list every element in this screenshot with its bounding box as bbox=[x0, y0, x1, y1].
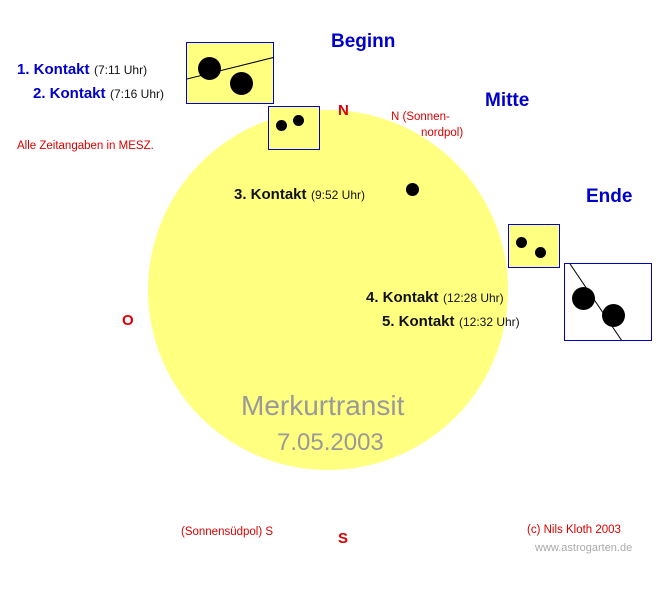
contact-4-time: (12:28 Uhr) bbox=[442, 291, 504, 305]
egress-zoom-inset bbox=[564, 263, 652, 341]
mercury-zoom-egress-1 bbox=[572, 287, 595, 310]
phase-label-mitte: Mitte bbox=[485, 90, 530, 111]
credit-url[interactable]: www.astrogarten.de bbox=[535, 542, 633, 554]
contact-3-time: (9:52 Uhr) bbox=[310, 188, 365, 202]
contact-3-label bbox=[234, 186, 365, 204]
mercury-dot-mid-transit bbox=[406, 183, 419, 196]
mercury-zoom-ingress-2 bbox=[230, 72, 253, 95]
north-pole-note-line1: N (Sonnen- bbox=[391, 111, 450, 123]
mercury-dot-ingress-1 bbox=[276, 120, 287, 131]
egress-limb-box bbox=[508, 224, 560, 268]
page-title: Merkurtransit bbox=[241, 390, 405, 421]
ingress-zoom-inset bbox=[186, 42, 274, 104]
contact-3-name: 3. Kontakt bbox=[234, 186, 307, 203]
contact-1-label bbox=[17, 61, 147, 79]
south-pole-note: (Sonnensüdpol) S bbox=[181, 526, 274, 538]
contact-2-name: 2. Kontakt bbox=[33, 85, 106, 102]
contact-4-label bbox=[366, 289, 504, 307]
transit-date: 7.05.2003 bbox=[277, 429, 384, 456]
north-pole-note-line2: nordpol) bbox=[421, 127, 464, 139]
phase-label-beginn: Beginn bbox=[331, 31, 396, 52]
timezone-note: Alle Zeitangaben in MESZ. bbox=[17, 140, 154, 152]
credit-author: (c) Nils Kloth 2003 bbox=[527, 524, 621, 536]
orientation-south: S bbox=[338, 530, 349, 547]
contact-1-name: 1. Kontakt bbox=[17, 61, 90, 78]
mercury-dot-egress-1 bbox=[516, 237, 527, 248]
orientation-north: N bbox=[338, 102, 349, 119]
orientation-west: O bbox=[122, 312, 134, 329]
mercury-dot-egress-2 bbox=[535, 247, 546, 258]
contact-4-name: 4. Kontakt bbox=[366, 289, 439, 306]
mercury-zoom-egress-2 bbox=[602, 304, 625, 327]
contact-5-name: 5. Kontakt bbox=[382, 313, 455, 330]
ingress-limb-box bbox=[268, 106, 320, 150]
contact-2-time: (7:16 Uhr) bbox=[109, 87, 164, 101]
phase-label-ende: Ende bbox=[586, 186, 633, 207]
contact-1-time: (7:11 Uhr) bbox=[93, 63, 148, 77]
contact-2-label bbox=[33, 85, 164, 103]
mercury-zoom-ingress-1 bbox=[198, 57, 221, 80]
contact-5-time: (12:32 Uhr) bbox=[458, 315, 520, 329]
contact-5-label bbox=[382, 313, 520, 331]
mercury-dot-ingress-2 bbox=[293, 115, 304, 126]
